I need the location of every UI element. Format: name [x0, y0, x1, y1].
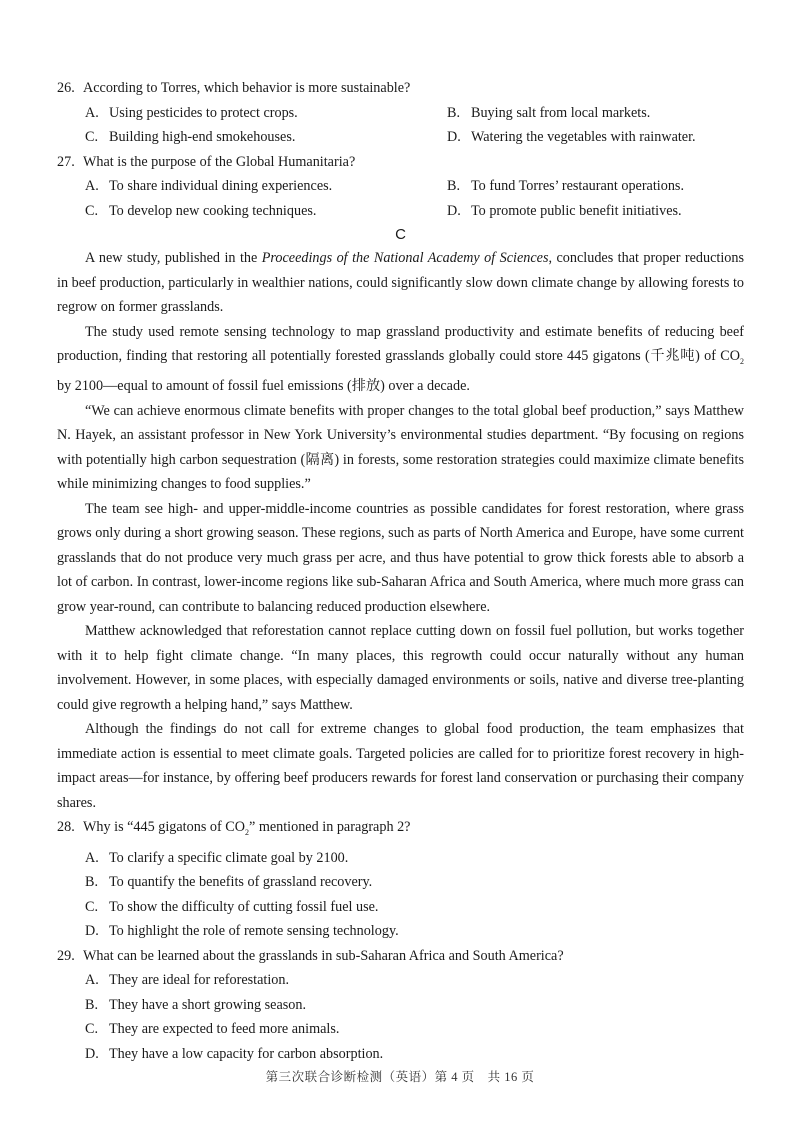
option-text: To show the difficulty of cutting fossil fuel use. — [109, 898, 379, 915]
question-number: 26. — [57, 80, 75, 96]
option-letter: A. — [85, 849, 99, 866]
option-d[interactable] — [447, 199, 744, 224]
option-letter: A. — [85, 972, 99, 989]
option-b[interactable] — [447, 174, 744, 199]
option-text: To clarify a specific climate goal by 2100. — [109, 849, 349, 866]
option-b[interactable] — [447, 101, 744, 126]
option-a[interactable] — [85, 174, 447, 199]
option-b[interactable] — [85, 870, 744, 895]
option-text: They have a low capacity for carbon absorption. — [109, 1045, 384, 1062]
question-29 — [57, 944, 744, 1067]
paragraph-5: Matthew acknowledged that reforestation cannot replace cutting down on fossil fuel pollution, but works together with it to help fight climate change. “In many places, this regrowth could occur naturally without any human involvement. However, in some places, with especially damaged environments or soils, native and diverse tree-planting could give regrowth a helping hand,” says Matthew. — [57, 623, 744, 713]
page-footer: 第三次联合诊断检测（英语）第 4 页 共 16 页 — [265, 1070, 535, 1084]
option-text: They are ideal for reforestation. — [109, 972, 290, 989]
option-letter: C. — [85, 129, 99, 145]
option-text: To fund Torres’ restaurant operations. — [471, 178, 684, 194]
option-a[interactable] — [85, 101, 447, 126]
question-number: 28. — [57, 819, 75, 836]
option-c[interactable] — [85, 199, 447, 224]
question-text: According to Torres, which behavior is more sustainable? — [83, 80, 411, 96]
option-text: Watering the vegetables with rainwater. — [471, 129, 696, 145]
question-text: Why is “445 gigatons of CO — [83, 819, 245, 836]
option-text: To develop new cooking techniques. — [109, 202, 317, 219]
paragraph-4: The team see high- and upper-middle-income countries as possible candidates for forest restoration, where grass grows only during a short growing season. These regions, such as parts of North America and Europe, have some current grasslands that do not produce very much grass per acre, and thus have potential to grow thick forests able to absorb a lot of carbon. In contrast, lower-income regions like sub-Saharan Africa and South America, where much more grass can grow year-round, can contribute to balancing reduced production elsewhere. — [57, 500, 744, 615]
text: by 2100—equal to amount of fossil fuel emissions (排放) over a decade. — [57, 378, 470, 395]
question-27 — [57, 150, 744, 224]
options-list — [57, 846, 744, 944]
question-text: What is the purpose of the Global Humanitaria? — [83, 153, 356, 170]
option-letter: C. — [85, 202, 99, 219]
option-b[interactable] — [85, 993, 744, 1018]
text: The study used remote sensing technology to map grassland productivity and estimate benefits of reducing beef production, finding that restoring all potentially forested grasslands globally could store 445 gigatons (千兆吨) of CO — [57, 323, 744, 364]
text: A new study, published in the — [85, 250, 262, 266]
question-number: 27. — [57, 153, 75, 170]
question-stem — [57, 76, 744, 101]
options-list — [57, 968, 744, 1066]
option-text: Building high-end smokehouses. — [109, 129, 296, 145]
option-letter: D. — [85, 1045, 99, 1062]
question-text: What can be learned about the grasslands in sub-Saharan Africa and South America? — [83, 947, 564, 964]
subscript: 2 — [244, 828, 249, 838]
question-26 — [57, 76, 744, 150]
question-text: ” mentioned in paragraph 2? — [248, 819, 411, 836]
options-grid — [57, 101, 744, 150]
exam-page — [57, 76, 744, 1066]
option-letter: B. — [85, 874, 99, 891]
option-a[interactable] — [85, 968, 744, 993]
option-c[interactable] — [85, 895, 744, 920]
section-heading: C — [395, 226, 406, 243]
paragraph-1 — [57, 246, 744, 320]
option-text: They have a short growing season. — [109, 996, 306, 1013]
option-text: To share individual dining experiences. — [109, 178, 333, 194]
option-text: To highlight the role of remote sensing technology. — [109, 923, 399, 940]
question-stem — [57, 944, 744, 969]
option-d[interactable] — [85, 919, 744, 944]
options-grid — [57, 174, 744, 223]
option-letter: B. — [85, 996, 99, 1013]
option-d[interactable] — [447, 125, 744, 150]
option-c[interactable] — [85, 125, 447, 150]
option-letter: A. — [85, 104, 99, 121]
option-text: Using pesticides to protect crops. — [109, 104, 298, 121]
option-letter: D. — [85, 923, 99, 940]
paragraph-3: “We can achieve enormous climate benefits with proper changes to the total global beef production,” says Matthew N. Hayek, an assistant professor in New York University’s environmental studies department. “By focusing on regions with potentially high carbon sequestration (隔离) in forests, some restoration strategies could maximize climate benefits while minimizing changes to food supplies.” — [57, 402, 744, 493]
option-c[interactable] — [85, 1017, 744, 1042]
option-text: To promote public benefit initiatives. — [471, 202, 682, 219]
option-d[interactable] — [85, 1042, 744, 1067]
question-28 — [57, 815, 744, 943]
journal-title: Proceedings of the National Academy of Sciences — [261, 250, 549, 266]
paragraph-2 — [57, 320, 744, 399]
option-a[interactable] — [85, 846, 744, 871]
option-letter: B. — [447, 104, 461, 121]
option-letter: C. — [85, 1021, 99, 1038]
option-text: Buying salt from local markets. — [471, 104, 651, 121]
question-number: 29. — [57, 947, 75, 964]
option-letter: D. — [447, 129, 461, 145]
option-letter: A. — [85, 178, 99, 194]
question-stem — [57, 150, 744, 175]
paragraph-6: Although the findings do not call for extreme changes to global food production, the team emphasizes that immediate action is essential to meet climate goals. Targeted policies are called for to prioritize forest recovery in high-impact areas—for instance, by offering beef producers rewards for forest land conservation or purchasing their company shares. — [57, 721, 744, 811]
option-letter: D. — [447, 202, 461, 219]
option-text: They are expected to feed more animals. — [109, 1021, 340, 1038]
question-stem — [57, 815, 744, 845]
subscript: 2 — [740, 356, 744, 366]
option-text: To quantify the benefits of grassland recovery. — [109, 874, 373, 891]
text: , concludes that proper reductions in beef production, particularly in wealthier nations, could significantly slow down climate change by allowing forests to regrow on former grasslands. — [57, 250, 744, 315]
option-letter: C. — [85, 898, 99, 915]
option-letter: B. — [447, 178, 461, 194]
